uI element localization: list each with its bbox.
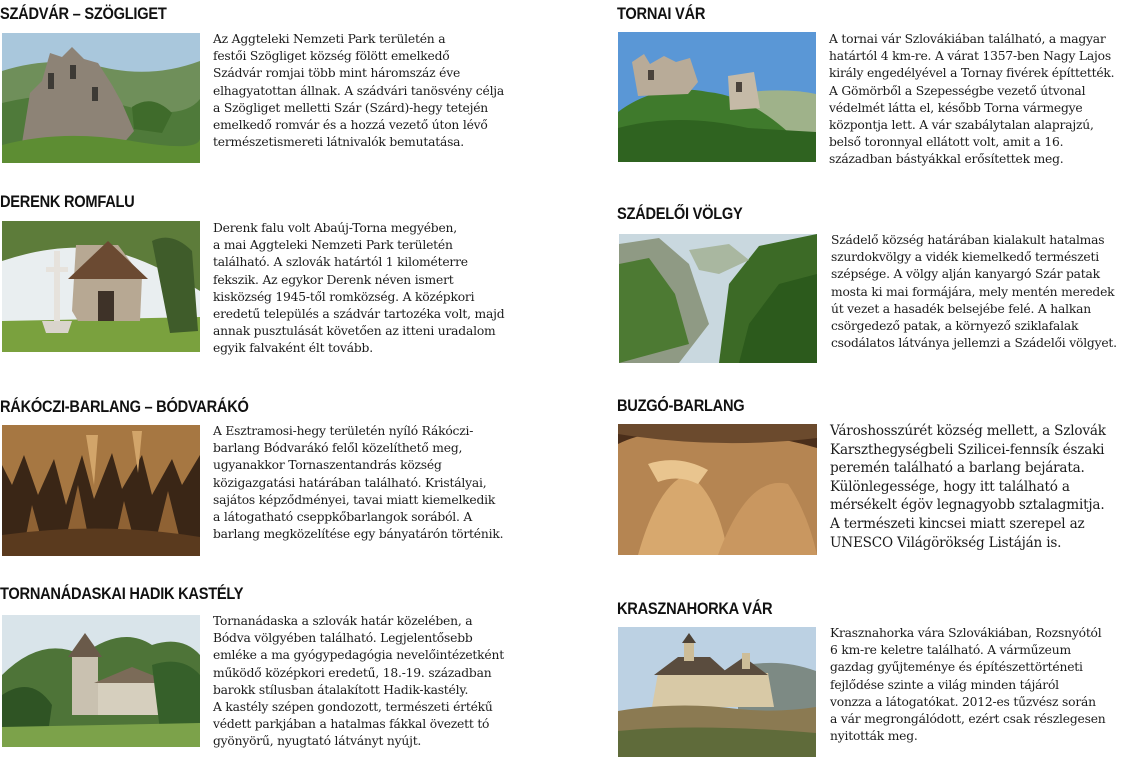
description-line: mosta ki mai formájára, mely mentén meredek [831, 284, 1115, 299]
section-tornai-var [617, 0, 1124, 190]
description-line: Karszthegységbeli Szilicei-fennsík északi [830, 441, 1105, 458]
description-line: A Esztramosi-hegy területén nyíló Rákóczi- [213, 424, 474, 438]
section-title: SZÁDELŐI VÖLGY [617, 204, 743, 223]
description-line: emléke a ma gyógypedagógia nevelőintézetként [213, 648, 504, 663]
section-buzgo-barlang [617, 392, 1124, 572]
description-line: egyik falvaként élt tovább. [213, 341, 373, 356]
section-rakoczi-barlang [0, 393, 560, 563]
description-line: gyönyörű, nyugtató látványt nyújt. [213, 734, 422, 749]
castle-ruin-photo [2, 33, 200, 163]
description-line: a Szögliget melletti Szár (Szárd)-hegy tetején [213, 100, 489, 115]
description-line: központja lett. A vár szabálytalan alaprajzú, [829, 118, 1094, 133]
description-line: Városhosszúrét község mellett, a Szlovák [830, 423, 1106, 439]
description-line: festői Szögliget község fölött emelkedő [213, 49, 450, 64]
description-line: ugyanakkor Tornaszentandrás község [213, 458, 442, 473]
section-hadik-kastely [0, 580, 560, 766]
description-line: a vár megrongálódott, ezért csak részlegesen [830, 712, 1106, 727]
description-line: a látogatható cseppkőbarlangok sorából. A [213, 510, 473, 525]
description-line: barlang Bódvarákó felől közelíthető meg, [213, 441, 463, 456]
description-line: belső toronnyal ellátott volt, amit a 16. [829, 135, 1064, 150]
section-description [830, 625, 1106, 745]
cave-formation-photo [618, 424, 817, 555]
description-line: természetismereti látnivalók bemutatása. [213, 135, 465, 150]
description-line: vonzza a látogatókat. 2012-es tűzvész során [830, 694, 1096, 709]
description-line: A kastély szépen gondozott, természeti értékű [213, 700, 493, 715]
description-line: mérsékelt égöv legnagyobb sztalagmitja. [830, 497, 1105, 514]
description-line: Derenk falu volt Abaúj-Torna megyében, [213, 221, 457, 235]
section-title: DERENK ROMFALU [0, 192, 135, 211]
description-line: eredetű település a szádvár tartozéka volt, majd [213, 307, 505, 322]
description-line: Tornanádaska a szlovák határ közelében, a [213, 614, 473, 628]
description-line: működő középkori eredetű, 18.-19. században [213, 665, 492, 680]
description-line: barlang megközelítése egy bányatárón történik. [213, 527, 504, 542]
description-line: Különlegessége, hogy itt található a [830, 478, 1070, 495]
section-description [213, 220, 504, 358]
section-description [213, 31, 504, 151]
description-line: nyitották meg. [830, 729, 918, 744]
section-title: SZÁDVÁR – SZÖGLIGET [0, 4, 167, 23]
description-line: határtól 4 km-re. A várat 1357-ben Nagy Lajos [829, 49, 1111, 64]
description-line: fejlődése szinte a világ minden tájáról [830, 677, 1059, 692]
description-line: UNESCO Világörökség Listáján is. [830, 534, 1062, 551]
section-title: TORNAI VÁR [617, 4, 706, 23]
section-description [829, 31, 1114, 169]
description-line: szurdokvölgy a vidék kiemelkedő természeti [831, 250, 1099, 265]
section-szadvar [0, 0, 560, 170]
description-line: kisközség 1945-től romközség. A középkori [213, 289, 475, 304]
description-line: peremén található a barlang bejárata. [830, 460, 1085, 477]
section-szadeloi-volgy [617, 200, 1124, 375]
description-line: sajátos képződményei, tavai miatt kiemelkedik [213, 492, 496, 507]
description-line: közigazgatási határában található. Kristályai, [213, 475, 487, 490]
description-line: Bódva völgyében található. Legjelentősebb [213, 631, 473, 646]
description-line: a mai Aggteleki Nemzeti Park területén [213, 238, 453, 253]
hill-castle-photo [618, 32, 816, 162]
description-line: elhagyatottan állnak. A szádvári tanösvény célja [213, 83, 505, 98]
description-line: védett parkjában a hatalmas fákkal övezett tó [213, 717, 490, 732]
section-title: RÁKÓCZI-BARLANG – BÓDVARÁKÓ [0, 397, 249, 416]
description-line: fekszik. Az egykor Derenk néven ismert [213, 272, 454, 287]
section-description [830, 422, 1106, 552]
description-line: emelkedő romvár és a hozzá vezető úton lévő [213, 118, 488, 133]
description-line: védelmét látta el, később Torna vármegye [829, 100, 1083, 115]
description-line: csodálatos látványa jellemzi a Szádelői völgyet. [831, 336, 1117, 351]
description-line: Szádelő község határában kialakult hatalmas [831, 233, 1105, 247]
description-line: Az Aggteleki Nemzeti Park területén a [213, 32, 446, 46]
krasznahorka-castle-photo [618, 627, 816, 757]
description-line: gazdag gyűjteménye és építészettörténeti [830, 660, 1083, 675]
cave-stalactite-photo [2, 425, 200, 556]
valley-gorge-photo [619, 234, 817, 363]
section-description [213, 423, 503, 543]
description-line: található. A szlovák határtól 1 kilométerre [213, 255, 468, 270]
description-line: út vezet a hasadék belsejébe felé. A halkan [831, 301, 1091, 316]
manor-house-photo [2, 615, 200, 747]
section-title: KRASZNAHORKA VÁR [617, 599, 773, 618]
section-description [213, 613, 504, 751]
section-description [831, 232, 1117, 352]
section-derenk [0, 190, 560, 375]
description-line: szépsége. A völgy alján kanyargó Szár patak [831, 267, 1100, 282]
section-title: TORNANÁDASKAI HADIK KASTÉLY [0, 584, 244, 603]
description-line: barokk stílusban átalakított Hadik-kastély. [213, 682, 469, 697]
description-line: A Gömörből a Szepességbe vezető útvonal [829, 83, 1086, 98]
description-line: csörgedező patak, a környező sziklafalak [831, 319, 1079, 334]
village-chapel-photo [2, 221, 200, 352]
section-krasznahorka-var [617, 595, 1124, 766]
description-line: A tornai vár Szlovákiában található, a magyar [829, 32, 1106, 46]
description-line: Krasznahorka vára Szlovákiában, Rozsnyótól [830, 626, 1102, 640]
description-line: A természeti kincsei miatt szerepel az [830, 515, 1085, 532]
description-line: annak pusztulását követően az itteni uradalom [213, 324, 496, 339]
description-line: Szádvár romjai több mint háromszáz éve [213, 66, 461, 81]
description-line: király engedélyével a Tornay fivérek építtették. [829, 66, 1115, 81]
description-line: 6 km-re keletre található. A várműzeum [830, 643, 1071, 658]
section-title: BUZGÓ-BARLANG [617, 396, 745, 415]
description-line: században bástyákkal erősítettek meg. [829, 152, 1064, 167]
